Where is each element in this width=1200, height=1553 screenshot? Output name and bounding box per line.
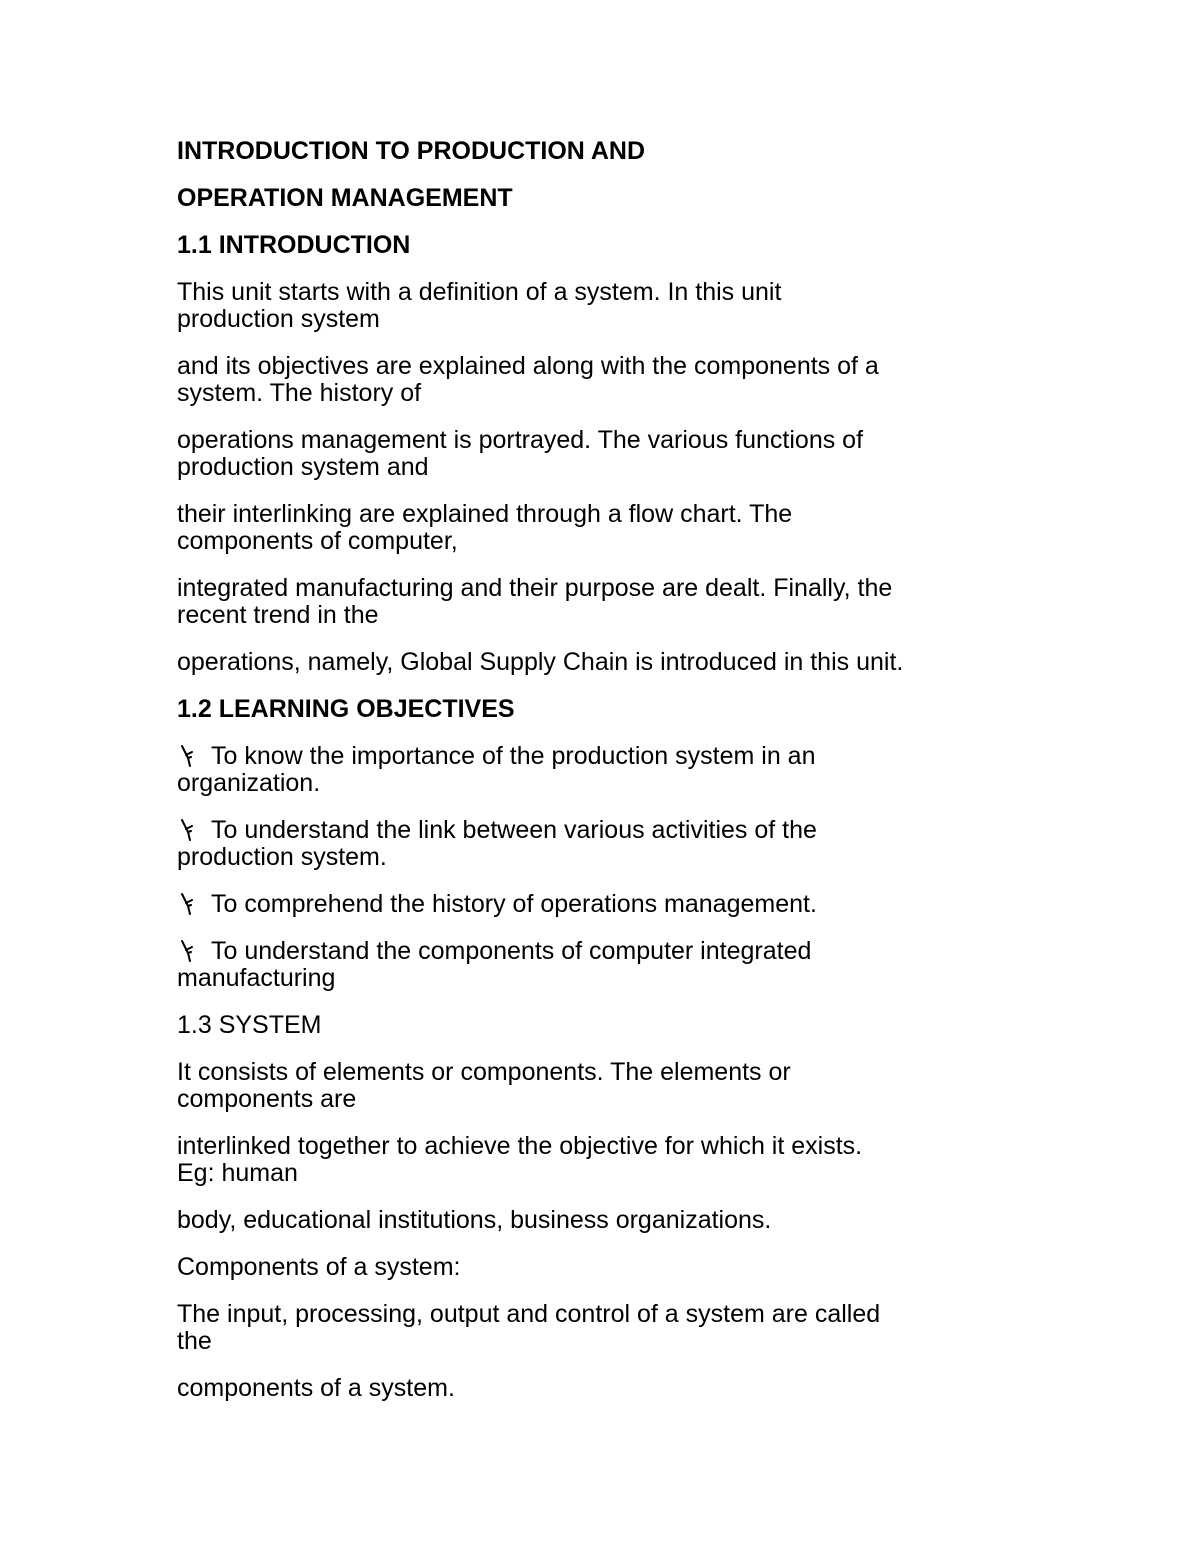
objective-bullet-item: To understand the components of computer integrated manufacturing — [177, 937, 812, 992]
pen-nib-icon — [177, 818, 199, 842]
system-paragraph: interlinked together to achieve the objective for which it exists. Eg: human — [177, 1132, 863, 1187]
section-heading-learning-objectives: 1.2 LEARNING OBJECTIVES — [177, 695, 515, 723]
system-paragraph: components of a system. — [177, 1374, 455, 1402]
section-heading-introduction: 1.1 INTRODUCTION — [177, 231, 411, 259]
document-title-line-2: OPERATION MANAGEMENT — [177, 184, 513, 212]
system-paragraph: body, educational institutions, business organizations. — [177, 1206, 772, 1234]
objective-bullet-item: To know the importance of the production system in an organization. — [177, 742, 816, 797]
intro-paragraph: This unit starts with a definition of a system. In this unit production system — [177, 278, 782, 333]
intro-paragraph: and its objectives are explained along with the components of a system. The history of — [177, 352, 879, 407]
system-paragraph: The input, processing, output and control of a system are called the — [177, 1300, 881, 1355]
document-title-line-1: INTRODUCTION TO PRODUCTION AND — [177, 137, 646, 165]
pen-nib-icon — [177, 939, 199, 963]
system-paragraph: It consists of elements or components. The elements or components are — [177, 1058, 791, 1113]
objective-bullet-item: To understand the link between various activities of the production system. — [177, 816, 817, 871]
intro-paragraph: operations management is portrayed. The various functions of production system and — [177, 426, 864, 481]
intro-paragraph: their interlinking are explained through a flow chart. The components of computer, — [177, 500, 793, 555]
intro-paragraph: operations, namely, Global Supply Chain is introduced in this unit. — [177, 648, 904, 676]
pen-nib-icon — [177, 892, 199, 916]
system-paragraph: Components of a system: — [177, 1253, 461, 1281]
pen-nib-icon — [177, 744, 199, 768]
section-heading-system: 1.3 SYSTEM — [177, 1011, 322, 1039]
objective-bullet-item: To comprehend the history of operations management. — [177, 891, 1027, 918]
document-page — [177, 138, 1027, 1422]
intro-paragraph: integrated manufacturing and their purpose are dealt. Finally, the recent trend in the — [177, 574, 893, 629]
